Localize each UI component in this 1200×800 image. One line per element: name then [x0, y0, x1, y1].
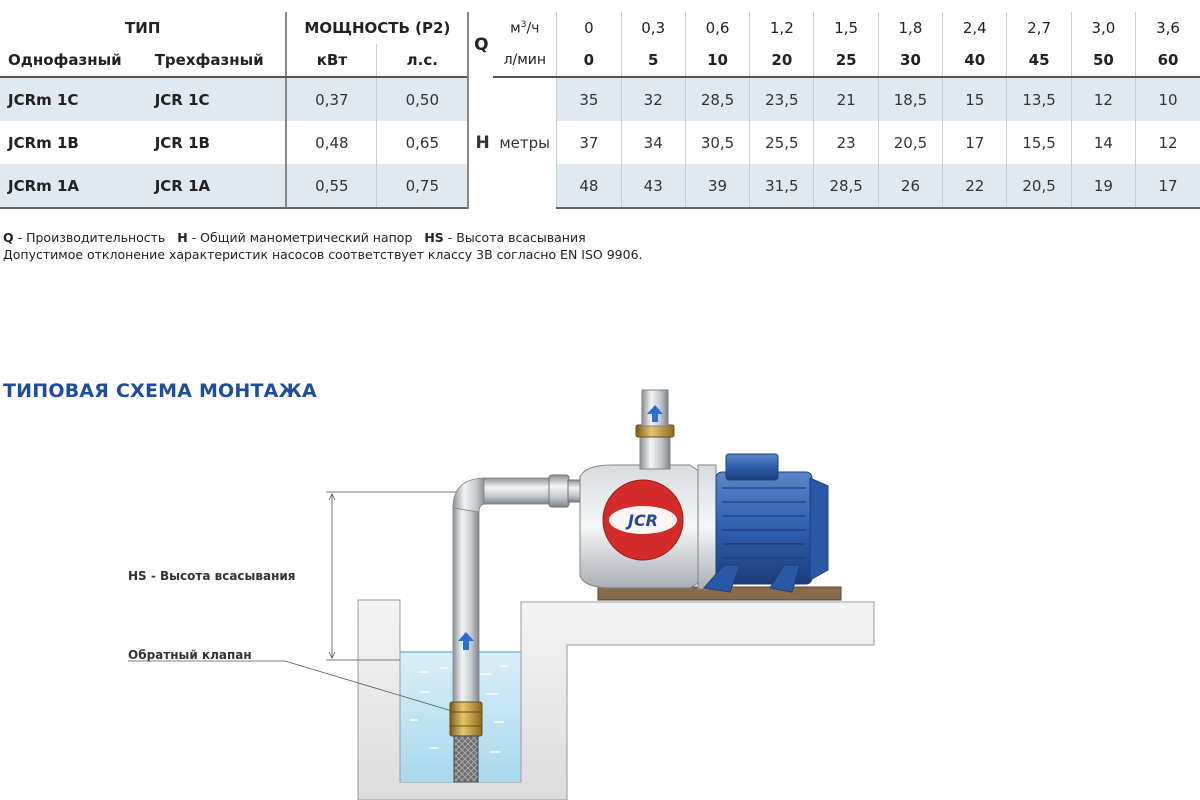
h-value: 15: [943, 77, 1007, 121]
q-unit-lmin: л/мин: [493, 44, 556, 77]
model-three: JCR 1B: [154, 133, 210, 152]
h-value: 20,5: [1007, 164, 1071, 208]
hp-value: 0,50: [377, 77, 468, 121]
h-unit: метры: [499, 134, 550, 152]
ground: [358, 600, 874, 800]
type-header: ТИП: [125, 19, 161, 37]
single-phase-header: Однофазный: [0, 44, 143, 77]
pump: [580, 390, 828, 592]
kw-value: 0,55: [286, 164, 376, 208]
check-valve: [450, 702, 482, 736]
power-header: МОЩНОСТЬ (P2): [286, 12, 468, 44]
h-value: 43: [621, 164, 685, 208]
h-value: 10: [1136, 77, 1200, 121]
model-single: JCRm 1B: [8, 133, 79, 152]
h-value: 34: [621, 121, 685, 164]
q-m3h-cell: 3,6: [1136, 12, 1200, 44]
q-lmin-cell: 50: [1071, 44, 1135, 77]
h-value: 13,5: [1007, 77, 1071, 121]
h-value: 30,5: [685, 121, 749, 164]
tolerance-note: Допустимое отклонение характеристик насосов соответствует классу 3B согласно EN ISO 9906.: [3, 247, 643, 262]
h-value: 28,5: [814, 164, 878, 208]
model-three: JCR 1C: [143, 77, 287, 121]
kw-header: кВт: [286, 44, 376, 77]
terminal-box: [726, 454, 778, 480]
q-lmin-cell: 0: [557, 44, 621, 77]
q-lmin-cell: 10: [685, 44, 749, 77]
h-value: 37: [557, 121, 621, 164]
three-phase-header: Трехфазный: [143, 44, 287, 77]
kw-value: 0,37: [286, 77, 376, 121]
q-lmin-cell: 25: [814, 44, 878, 77]
hs-label: HS - Высота всасывания: [128, 569, 296, 583]
q-m3h-cell: 0,3: [621, 12, 685, 44]
q-m3h-cell: 3,0: [1071, 12, 1135, 44]
model-three: JCR 1A: [143, 164, 287, 208]
model-single: JCRm 1A: [0, 164, 143, 208]
h-value: 22: [943, 164, 1007, 208]
h-value: 21: [814, 77, 878, 121]
valve-label: Обратный клапан: [128, 648, 252, 662]
hp-value: 0,65: [377, 121, 468, 164]
h-value: 17: [943, 121, 1007, 164]
h-value: 12: [1136, 121, 1200, 164]
q-m3h-cell: 1,5: [814, 12, 878, 44]
q-m3h-cell: 0,6: [685, 12, 749, 44]
q-unit-m3h: $м^3/ч$: [510, 19, 540, 37]
q-lmin-cell: 30: [878, 44, 942, 77]
h-value: 35: [557, 77, 621, 121]
h-value: 20,5: [878, 121, 942, 164]
h-value: 28,5: [685, 77, 749, 121]
h-value: 23: [814, 121, 878, 164]
pump-logo-text: JCR: [627, 511, 659, 530]
horizontal-pipe: [484, 478, 550, 504]
h-value: 18,5: [878, 77, 942, 121]
q-m3h-cell: 1,8: [878, 12, 942, 44]
suction-pipe: [453, 505, 479, 703]
h-value: 31,5: [750, 164, 814, 208]
q-m3h-cell: 1,2: [750, 12, 814, 44]
q-lmin-cell: 45: [1007, 44, 1071, 77]
h-value: 48: [557, 164, 621, 208]
hp-header: л.с.: [377, 44, 468, 77]
q-lmin-cell: 20: [750, 44, 814, 77]
h-value: 12: [1071, 77, 1135, 121]
hp-value: 0,75: [377, 164, 468, 208]
h-letter: H: [475, 133, 490, 153]
strainer: [454, 736, 478, 782]
h-value: 23,5: [750, 77, 814, 121]
q-m3h-cell: 0: [557, 12, 621, 44]
q-m3h-cell: 2,7: [1007, 12, 1071, 44]
q-letter: Q: [468, 12, 493, 77]
q-lmin-cell: 5: [621, 44, 685, 77]
h-value: 14: [1071, 121, 1135, 164]
section-title: ТИПОВАЯ СХЕМА МОНТАЖА: [3, 380, 317, 402]
model-single: JCRm 1C: [0, 77, 143, 121]
q-lmin-cell: 40: [943, 44, 1007, 77]
h-value: 32: [621, 77, 685, 121]
q-lmin-cell: 60: [1136, 44, 1200, 77]
h-value: 15,5: [1007, 121, 1071, 164]
q-m3h-cell: 2,4: [943, 12, 1007, 44]
h-value: 26: [878, 164, 942, 208]
h-value: 25,5: [750, 121, 814, 164]
kw-value: 0,48: [286, 121, 376, 164]
h-value: 39: [685, 164, 749, 208]
pipe-union: [549, 475, 569, 507]
h-value: 17: [1136, 164, 1200, 208]
legend-line: Q - Производительность H - Общий манометрический напор HS - Высота всасывания: [3, 230, 586, 245]
h-value: 19: [1071, 164, 1135, 208]
